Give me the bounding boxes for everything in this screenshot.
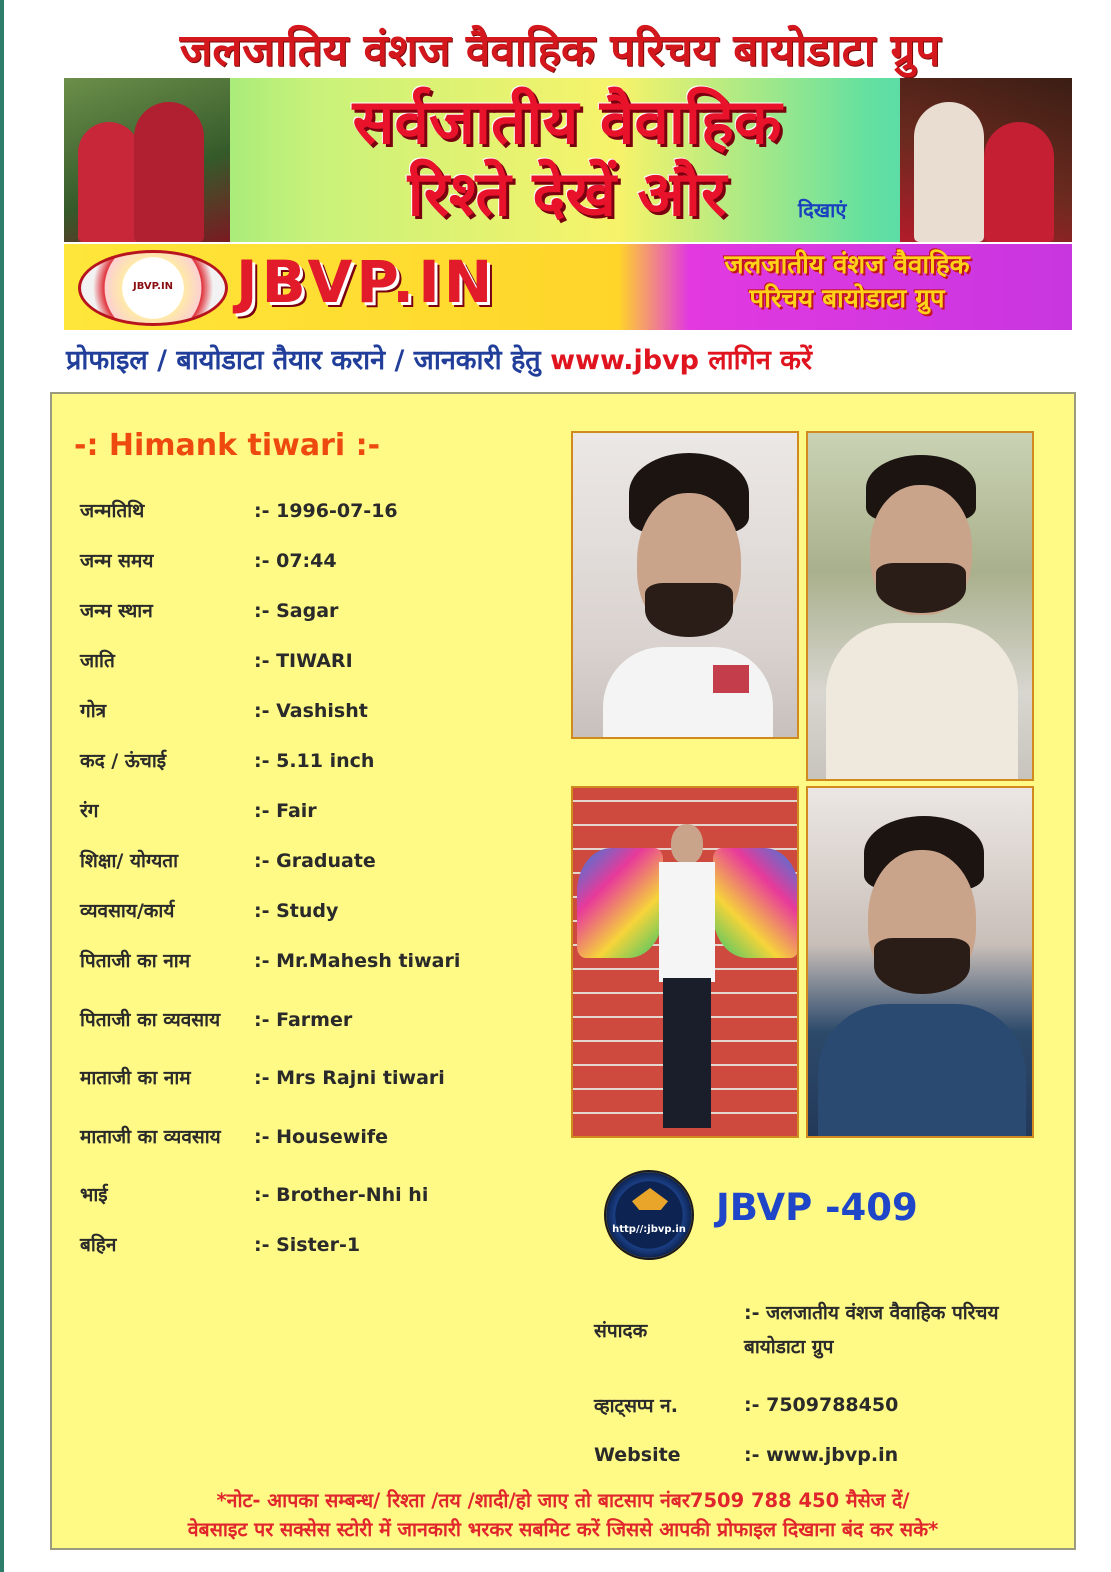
detail-row-brother [80, 1170, 560, 1220]
detail-label: भाई [80, 1184, 108, 1206]
detail-value: :- TIWARI [254, 650, 353, 672]
detail-row-height [80, 736, 560, 786]
wing-left [577, 848, 663, 958]
profile-photo-1[interactable] [571, 431, 799, 739]
detail-value: :- 1996-07-16 [254, 500, 398, 522]
group-line-2: परिचय बायोडाटा ग्रुप [749, 284, 945, 314]
detail-row-gotra [80, 686, 560, 736]
detail-value: :- Brother-Nhi hi [254, 1184, 429, 1206]
graduation-cap-icon [632, 1188, 668, 1210]
page-title: जलजातिय वंशज वैवाहिक परिचय बायोडाटा ग्रुप [179, 25, 941, 76]
group-line-1: जलजातीय वंशज वैवाहिक [724, 250, 970, 280]
detail-label: रंग [80, 800, 99, 822]
whatsapp-number[interactable]: :- 7509788450 [744, 1394, 899, 1416]
contact-row-whatsapp [594, 1380, 1054, 1430]
detail-value: :- Study [254, 900, 339, 922]
photo-beard [876, 563, 966, 613]
couple-photo-right [900, 78, 1072, 242]
slogan-line-1: सर्वजातीय वैवाहिक [352, 85, 782, 158]
detail-label: पिताजी का नाम [80, 950, 191, 972]
contact-row-website [594, 1430, 1054, 1480]
contact-label: संपादक [594, 1320, 648, 1342]
detail-row-sister [80, 1220, 560, 1270]
note-line-1: *नोट- आपका सम्बन्ध/ रिश्ता /तय /शादी/हो जाए तो बाटसाप नंबर7509 788 450 मैसेज दें/ [216, 1489, 910, 1512]
wing-right [713, 848, 799, 958]
photo-kurta [826, 623, 1018, 781]
detail-value: :- Housewife [254, 1125, 388, 1148]
promo-banner [64, 78, 1072, 330]
banner-top [64, 78, 1072, 242]
bride-figure [78, 122, 140, 242]
detail-label: व्यवसाय/कार्य [80, 900, 175, 922]
contact-row-editor [594, 1280, 1054, 1380]
detail-label: कद / ऊंचाई [80, 750, 167, 772]
detail-value: :- Sagar [254, 600, 339, 622]
detail-label: गोत्र [80, 700, 107, 722]
groom-figure [914, 102, 984, 242]
profile-id: JBVP -409 [716, 1186, 918, 1229]
photo-shirt [818, 1004, 1026, 1138]
detail-label: माताजी का नाम [80, 1067, 191, 1089]
brand-logo-text: http//:jbvp.in [612, 1224, 686, 1235]
contact-value: :- जलजातीय वंशज वैवाहिक परिचय बायोडाटा ग्रुप [744, 1302, 999, 1358]
details-list [80, 486, 560, 1270]
contact-list [594, 1280, 1054, 1480]
detail-label: जन्मतिथि [80, 500, 145, 522]
login-link[interactable]: www.jbvp लागिन करें [550, 345, 813, 376]
detail-label: जन्म समय [80, 550, 154, 572]
footer-note [52, 1486, 1074, 1544]
detail-value: :- Fair [254, 800, 317, 822]
detail-row-father-occupation [80, 986, 560, 1053]
detail-label: जाति [80, 650, 115, 672]
detail-row-birth-time [80, 536, 560, 586]
photo-trousers [663, 978, 711, 1128]
detail-row-occupation [80, 886, 560, 936]
detail-row-complexion [80, 786, 560, 836]
detail-value: :- Mr.Mahesh tiwari [254, 950, 461, 972]
photo-face [671, 824, 703, 864]
biodata-card [50, 392, 1076, 1550]
detail-label: शिक्षा/ योग्यता [80, 850, 178, 872]
contact-label: Website [594, 1444, 681, 1466]
detail-value: :- Vashisht [254, 700, 368, 722]
detail-row-father-name [80, 936, 560, 986]
detail-value: :- Farmer [254, 1008, 353, 1031]
detail-label: माताजी का व्यवसाय [80, 1125, 221, 1148]
detail-value: :- Mrs Rajni tiwari [254, 1067, 445, 1089]
slogan-small: दिखाएं [798, 198, 847, 222]
profile-photo-4[interactable] [806, 786, 1034, 1138]
photo-collar [713, 665, 749, 693]
contact-label: व्हाट्सप्प न. [594, 1395, 678, 1417]
slogan-line-2: रिश्ते देखें और [407, 157, 727, 230]
detail-row-mother-occupation [80, 1103, 560, 1170]
seal-text: JBVP.IN [132, 281, 174, 292]
profile-photo-2[interactable] [806, 431, 1034, 781]
groom-figure [134, 102, 204, 242]
photo-shirt [603, 647, 773, 739]
detail-value: :- Sister-1 [254, 1234, 361, 1256]
photo-shirt [659, 862, 715, 982]
website-link[interactable]: :- www.jbvp.in [744, 1444, 899, 1466]
jbvp-brand-logo [604, 1170, 694, 1260]
group-seal-logo [78, 250, 228, 326]
detail-row-education [80, 836, 560, 886]
detail-row-mother-name [80, 1053, 560, 1103]
note-line-2: वेबसाइट पर सक्सेस स्टोरी में जानकारी भरकर सबमिट करें जिससे आपकी प्रोफाइल दिखाना बंद कर सके* [187, 1518, 939, 1541]
detail-row-birth-place [80, 586, 560, 636]
detail-label: जन्म स्थान [80, 600, 153, 622]
detail-value: :- 5.11 inch [254, 750, 375, 772]
couple-photo-left [64, 78, 230, 242]
page-edge [0, 0, 4, 1572]
detail-value: :- Graduate [254, 850, 376, 872]
jbvp-logo-text: JBVP.IN [236, 248, 497, 316]
detail-row-caste [80, 636, 560, 686]
banner-bottom [64, 244, 1072, 330]
subheading-text: प्रोफाइल / बायोडाटा तैयार कराने / जानकारी हेतु [66, 345, 551, 376]
detail-label: बहिन [80, 1234, 117, 1256]
detail-row-dob [80, 486, 560, 536]
banner-group-name [632, 248, 1062, 316]
detail-label: पिताजी का व्यवसाय [80, 1008, 221, 1031]
profile-name: -: Himank tiwari :- [74, 428, 381, 463]
bride-figure [984, 122, 1054, 242]
photo-beard [645, 583, 733, 637]
contact-subheading [66, 340, 1056, 377]
detail-value: :- 07:44 [254, 550, 337, 572]
profile-photo-3[interactable] [571, 786, 799, 1138]
photo-beard [874, 938, 970, 994]
